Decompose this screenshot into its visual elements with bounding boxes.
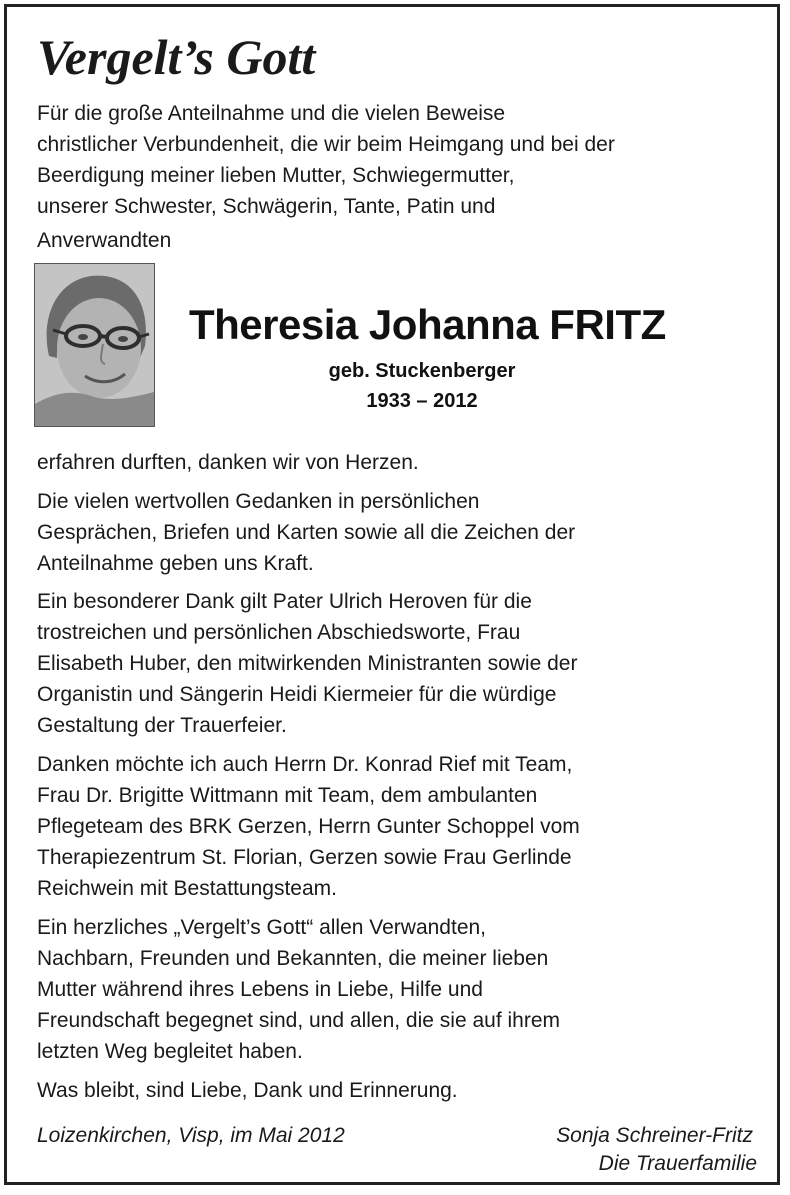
intro-paragraph — [37, 98, 615, 256]
deceased-name: Theresia Johanna FRITZ — [189, 301, 666, 348]
notice-heading: Vergelt’s Gott — [37, 29, 316, 85]
intro-line: Für die große Anteilnahme und die vielen Beweise — [37, 102, 506, 125]
intro-line: Beerdigung meiner lieben Mutter, Schwiegermutter, — [37, 164, 515, 187]
paragraph-doctors — [37, 749, 580, 904]
paragraph-line: Reichwein mit Bestattungsteam. — [37, 877, 337, 900]
intro-line: unserer Schwester, Schwägerin, Tante, Patin und — [37, 195, 496, 218]
paragraph-line: Pflegeteam des BRK Gerzen, Herrn Gunter Schoppel vom — [37, 815, 580, 838]
paragraph-line: Elisabeth Huber, den mitwirkenden Ministranten sowie der — [37, 652, 578, 675]
paragraph-line: Ein besonderer Dank gilt Pater Ulrich Heroven für die — [37, 590, 532, 613]
intro-line: christlicher Verbundenheit, die wir beim Heimgang und bei der — [37, 133, 615, 156]
intro-line: Anverwandten — [37, 229, 172, 252]
paragraph-line: trostreichen und persönlichen Abschiedsworte, Frau — [37, 621, 521, 644]
maiden-name: geb. Stuckenberger — [328, 360, 516, 382]
paragraph-line: Mutter während ihres Lebens in Liebe, Hilfe und — [37, 978, 483, 1001]
paragraph-line: Anteilnahme geben uns Kraft. — [37, 552, 314, 575]
family-signature: Die Trauerfamilie — [598, 1152, 757, 1175]
paragraph-line: letzten Weg begleitet haben. — [37, 1040, 303, 1063]
portrait-photo — [34, 263, 155, 427]
signer-name: Sonja Schreiner-Fritz — [556, 1124, 753, 1147]
signature-block — [556, 1122, 757, 1178]
paragraph-line: Freundschaft begegnet sind, und allen, die sie auf ihrem — [37, 1009, 561, 1032]
paragraph-relatives — [37, 912, 560, 1067]
paragraph-line: erfahren durften, danken wir von Herzen. — [37, 451, 419, 474]
paragraph-line: Frau Dr. Brigitte Wittmann mit Team, dem ambulanten — [37, 784, 538, 807]
paragraph-line: Organistin und Sängerin Heidi Kiermeier für die würdige — [37, 683, 557, 706]
paragraph-line: Nachbarn, Freunden und Bekannten, die meiner lieben — [37, 947, 549, 970]
obituary-notice — [4, 4, 780, 1185]
paragraph-line: Gesprächen, Briefen und Karten sowie all die Zeichen der — [37, 521, 576, 544]
paragraph-line: Was bleibt, sind Liebe, Dank und Erinnerung. — [37, 1079, 458, 1102]
paragraph-line: Danken möchte ich auch Herrn Dr. Konrad Rief mit Team, — [37, 753, 573, 776]
paragraph-line: Die vielen wertvollen Gedanken in persönlichen — [37, 490, 480, 513]
paragraph-line: Ein herzliches „Vergelt’s Gott“ allen Verwandten, — [37, 916, 487, 939]
paragraph-line: Gestaltung der Trauerfeier. — [37, 714, 287, 737]
portrait-photo-icon — [35, 264, 154, 426]
place-date: Loizenkirchen, Visp, im Mai 2012 — [37, 1124, 345, 1147]
paragraph-line: Therapiezentrum St. Florian, Gerzen sowie Frau Gerlinde — [37, 846, 572, 869]
paragraph-special-thanks — [37, 586, 577, 741]
paragraph-closing — [37, 1075, 458, 1106]
paragraph-thoughts — [37, 486, 575, 579]
life-years: 1933 – 2012 — [366, 390, 478, 412]
paragraph-thanks — [37, 447, 419, 478]
